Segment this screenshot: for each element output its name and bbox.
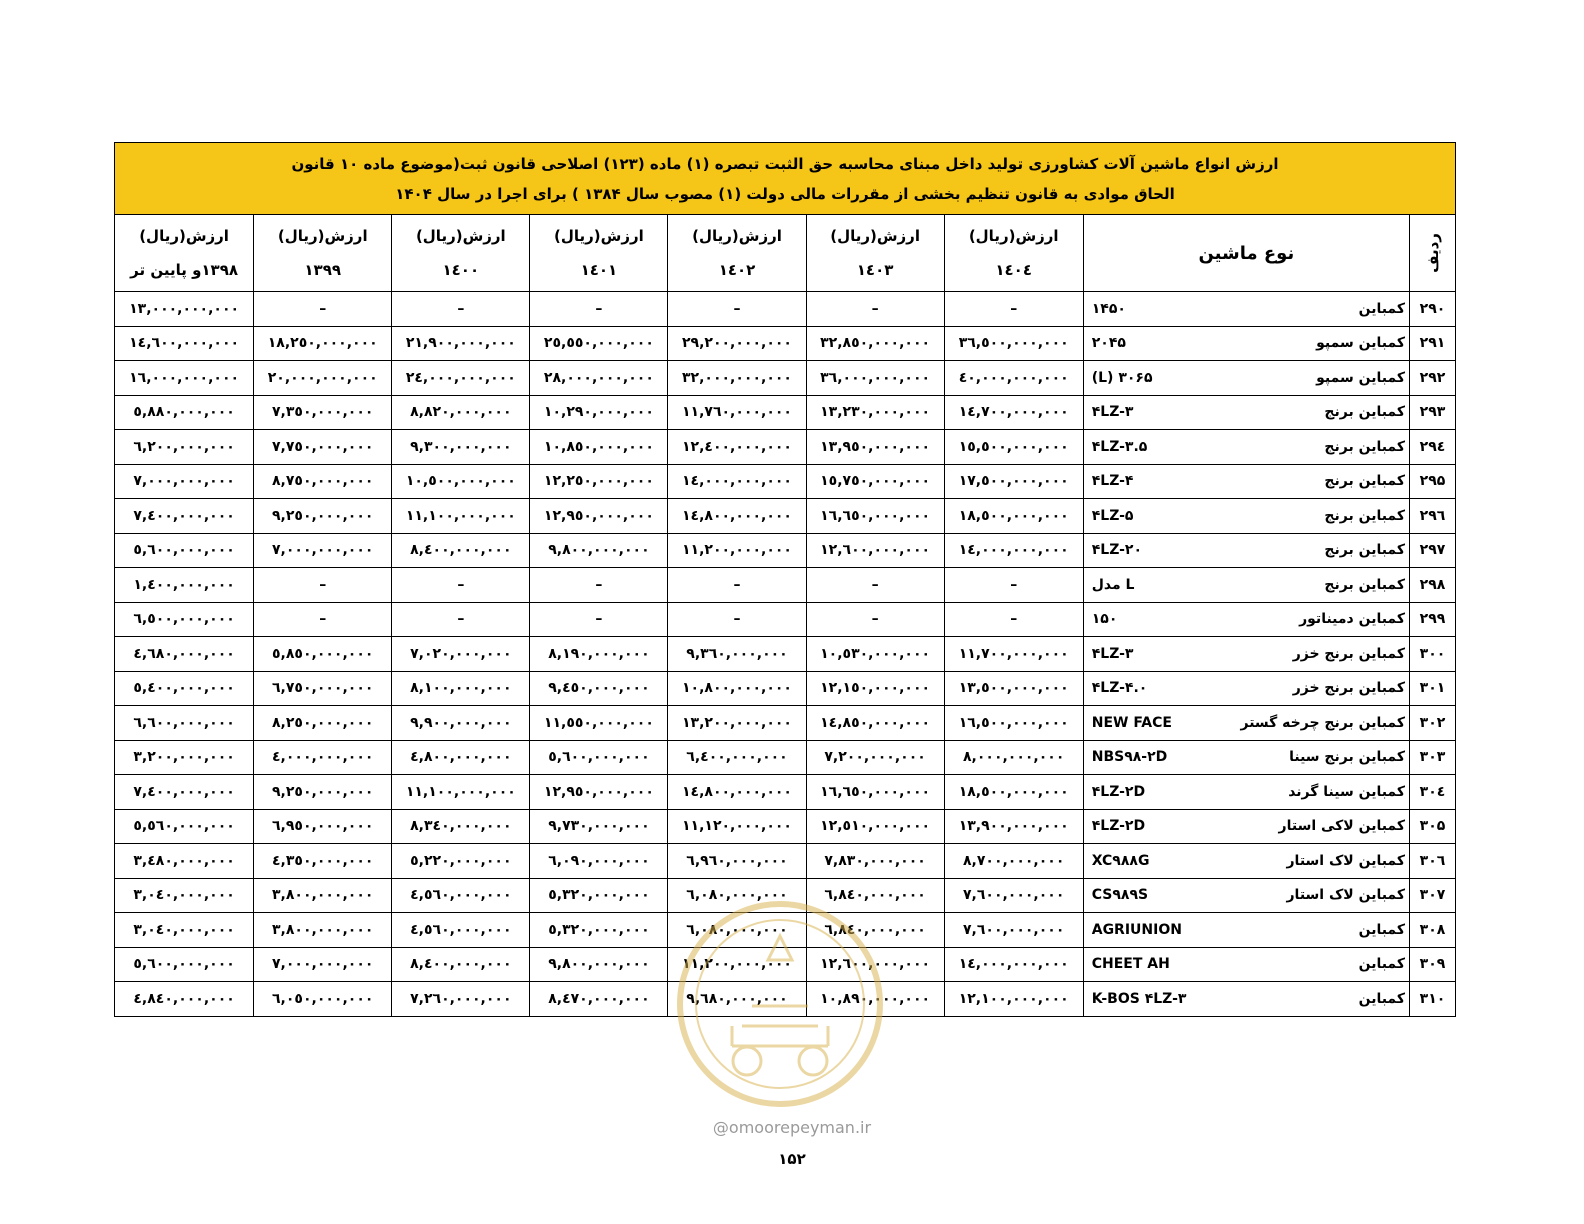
value-cell: ٤,٣٥٠,٠٠٠,٠٠٠ xyxy=(254,844,392,879)
machine-cell xyxy=(1083,775,1409,810)
value-cell: ٢١,٩٠٠,٠٠٠,٠٠٠ xyxy=(392,326,530,361)
value-cell: ١٠,٢٩٠,٠٠٠,٠٠٠ xyxy=(530,395,668,430)
row-index: ۲۹۳ xyxy=(1409,395,1455,430)
table-row xyxy=(115,361,1456,396)
value-cell: ٢٥,٥٥٠,٠٠٠,٠٠٠ xyxy=(530,326,668,361)
table-row xyxy=(115,844,1456,879)
value-cell: ١٢,١٥٠,٠٠٠,٠٠٠ xyxy=(806,671,944,706)
value-cell: ١٠,٥٣٠,٠٠٠,٠٠٠ xyxy=(806,637,944,672)
machine-name: کمباین xyxy=(1358,956,1405,973)
row-index: ۳۰۳ xyxy=(1409,740,1455,775)
value-cell: ٤,٠٠٠,٠٠٠,٠٠٠ xyxy=(254,740,392,775)
row-index: ۳۰۸ xyxy=(1409,913,1455,948)
value-cell: ١٤,٠٠٠,٠٠٠,٠٠٠ xyxy=(944,947,1083,982)
header-name: نوع ماشین xyxy=(1083,215,1409,292)
value-cell: ١١,١٠٠,٠٠٠,٠٠٠ xyxy=(392,499,530,534)
value-cell: ١٦,٠٠٠,٠٠٠,٠٠٠ xyxy=(115,361,254,396)
value-cell: ٧,٢٠٠,٠٠٠,٠٠٠ xyxy=(806,740,944,775)
value-cell: – xyxy=(392,568,530,603)
machine-cell xyxy=(1083,671,1409,706)
value-cell: ١٤,٦٠٠,٠٠٠,٠٠٠ xyxy=(115,326,254,361)
value-cell: ١٦,٥٠٠,٠٠٠,٠٠٠ xyxy=(944,706,1083,741)
value-cell: – xyxy=(806,292,944,327)
value-cell: ٩,٢٥٠,٠٠٠,٠٠٠ xyxy=(254,499,392,534)
row-index: ۳۰٦ xyxy=(1409,844,1455,879)
value-cell: ٨,٤٠٠,٠٠٠,٠٠٠ xyxy=(392,533,530,568)
value-cell: ١٠,٨٠٠,٠٠٠,٠٠٠ xyxy=(668,671,806,706)
machine-cell xyxy=(1083,913,1409,948)
machine-model: ۴LZ-۴ xyxy=(1091,473,1134,490)
value-cell: ١٢,٩٥٠,٠٠٠,٠٠٠ xyxy=(530,775,668,810)
table-title xyxy=(114,142,1456,214)
value-cell: ٥,٤٠٠,٠٠٠,٠٠٠ xyxy=(115,671,254,706)
value-cell: ١٧,٥٠٠,٠٠٠,٠٠٠ xyxy=(944,464,1083,499)
value-cell: ١٤,٧٠٠,٠٠٠,٠٠٠ xyxy=(944,395,1083,430)
value-cell: – xyxy=(668,568,806,603)
table-row xyxy=(115,740,1456,775)
machine-model: ۱۵۰ xyxy=(1091,611,1118,628)
table-row xyxy=(115,533,1456,568)
table-row xyxy=(115,982,1456,1017)
value-cell: ٣,٨٠٠,٠٠٠,٠٠٠ xyxy=(254,878,392,913)
value-cell: ١٣,٢٣٠,٠٠٠,٠٠٠ xyxy=(806,395,944,430)
value-cell: ٨,٠٠٠,٠٠٠,٠٠٠ xyxy=(944,740,1083,775)
machine-model: مدل L xyxy=(1091,576,1135,593)
machine-name: کمباین لاک استار xyxy=(1286,852,1405,869)
value-cell: ٧,٧٥٠,٠٠٠,٠٠٠ xyxy=(254,430,392,465)
value-cell: ٣,٠٤٠,٠٠٠,٠٠٠ xyxy=(115,913,254,948)
value-cell: ١١,٧٦٠,٠٠٠,٠٠٠ xyxy=(668,395,806,430)
value-cell: ٦,٠٨٠,٠٠٠,٠٠٠ xyxy=(668,878,806,913)
value-cell: ٣٢,٨٥٠,٠٠٠,٠٠٠ xyxy=(806,326,944,361)
value-cell: ١٥,٥٠٠,٠٠٠,٠٠٠ xyxy=(944,430,1083,465)
value-cell: ٦,٤٠٠,٠٠٠,٠٠٠ xyxy=(668,740,806,775)
table-row xyxy=(115,706,1456,741)
machine-name: کمباین برنج xyxy=(1324,576,1405,593)
machine-name: کمباین لاکی استار xyxy=(1278,818,1405,835)
machine-name: کمباین سینا گرند xyxy=(1288,783,1405,800)
row-index: ۳۰۹ xyxy=(1409,947,1455,982)
table-row xyxy=(115,809,1456,844)
header-year-col: ارزش(ریال) ۱۳۹۸و پایین تر xyxy=(115,215,254,292)
value-cell: ١١,١٠٠,٠٠٠,٠٠٠ xyxy=(392,775,530,810)
value-cell: ٦,٧٥٠,٠٠٠,٠٠٠ xyxy=(254,671,392,706)
header-row xyxy=(115,215,1456,292)
table-row xyxy=(115,602,1456,637)
value-cell: ٧,٤٠٠,٠٠٠,٠٠٠ xyxy=(115,775,254,810)
value-cell: – xyxy=(668,602,806,637)
value-cell: ٣,٤٨٠,٠٠٠,٠٠٠ xyxy=(115,844,254,879)
value-cell: ١,٤٠٠,٠٠٠,٠٠٠ xyxy=(115,568,254,603)
machine-name: کمباین برنج خزر xyxy=(1292,680,1405,697)
value-cell: ٧,٠٠٠,٠٠٠,٠٠٠ xyxy=(254,533,392,568)
row-index: ۲۹٦ xyxy=(1409,499,1455,534)
machine-cell xyxy=(1083,568,1409,603)
machine-cell xyxy=(1083,499,1409,534)
value-cell: ٨,٤٠٠,٠٠٠,٠٠٠ xyxy=(392,947,530,982)
value-cell: – xyxy=(806,602,944,637)
machine-model: ۴LZ-۲D xyxy=(1091,783,1146,800)
value-cell: ٧,٤٠٠,٠٠٠,٠٠٠ xyxy=(115,499,254,534)
row-index: ۳۰٤ xyxy=(1409,775,1455,810)
value-cell: ٥,٥٦٠,٠٠٠,٠٠٠ xyxy=(115,809,254,844)
machine-cell xyxy=(1083,292,1409,327)
value-cell: ٦,٠٩٠,٠٠٠,٠٠٠ xyxy=(530,844,668,879)
value-cell: ١٢,٦٠٠,٠٠٠,٠٠٠ xyxy=(806,947,944,982)
value-cell: ٨,١٠٠,٠٠٠,٠٠٠ xyxy=(392,671,530,706)
value-cell: ٨,٢٥٠,٠٠٠,٠٠٠ xyxy=(254,706,392,741)
value-cell: ١٥,٧٥٠,٠٠٠,٠٠٠ xyxy=(806,464,944,499)
header-year-col: ارزش(ریال) ١٤٠١ xyxy=(530,215,668,292)
value-cell: ٧,٨٣٠,٠٠٠,٠٠٠ xyxy=(806,844,944,879)
value-cell: ٩,٧٣٠,٠٠٠,٠٠٠ xyxy=(530,809,668,844)
value-cell: ١٠,٨٥٠,٠٠٠,٠٠٠ xyxy=(530,430,668,465)
value-cell: ٥,٦٠٠,٠٠٠,٠٠٠ xyxy=(115,533,254,568)
row-index: ۲۹۲ xyxy=(1409,361,1455,396)
value-cell: ٦,٦٠٠,٠٠٠,٠٠٠ xyxy=(115,706,254,741)
row-index: ۳۰۲ xyxy=(1409,706,1455,741)
machine-model: ۴LZ-۵ xyxy=(1091,507,1134,524)
machine-cell xyxy=(1083,844,1409,879)
row-index: ۲۹۷ xyxy=(1409,533,1455,568)
value-cell: ٩,٢٥٠,٠٠٠,٠٠٠ xyxy=(254,775,392,810)
value-cell: ٨,١٩٠,٠٠٠,٠٠٠ xyxy=(530,637,668,672)
value-cell: ٤,٥٦٠,٠٠٠,٠٠٠ xyxy=(392,878,530,913)
table-row xyxy=(115,568,1456,603)
value-cell: ١٢,١٠٠,٠٠٠,٠٠٠ xyxy=(944,982,1083,1017)
machine-model: XC۹۸۸G xyxy=(1091,852,1150,869)
value-cell: ٩,٤٥٠,٠٠٠,٠٠٠ xyxy=(530,671,668,706)
value-cell: ١٣,٩٥٠,٠٠٠,٠٠٠ xyxy=(806,430,944,465)
value-cell: – xyxy=(392,602,530,637)
machine-cell xyxy=(1083,740,1409,775)
row-index: ۳۰۵ xyxy=(1409,809,1455,844)
value-cell: – xyxy=(944,292,1083,327)
value-cell: ٣٦,٠٠٠,٠٠٠,٠٠٠ xyxy=(806,361,944,396)
machine-cell xyxy=(1083,878,1409,913)
machine-cell xyxy=(1083,361,1409,396)
machine-name: کمباین xyxy=(1358,921,1405,938)
machine-name: کمباین لاک استار xyxy=(1286,887,1405,904)
value-cell: ١٢,٩٥٠,٠٠٠,٠٠٠ xyxy=(530,499,668,534)
value-cell: ٨,٣٤٠,٠٠٠,٠٠٠ xyxy=(392,809,530,844)
row-index: ۳۰۰ xyxy=(1409,637,1455,672)
row-index: ۲۹۹ xyxy=(1409,602,1455,637)
value-cell: ١١,٢٠٠,٠٠٠,٠٠٠ xyxy=(668,947,806,982)
value-cell: ٦,٨٤٠,٠٠٠,٠٠٠ xyxy=(806,878,944,913)
machine-name: کمباین xyxy=(1358,300,1405,317)
page-number: ۱۵۲ xyxy=(778,1150,806,1168)
machine-cell xyxy=(1083,982,1409,1017)
machine-cell xyxy=(1083,533,1409,568)
value-cell: ٥,٨٨٠,٠٠٠,٠٠٠ xyxy=(115,395,254,430)
machine-model: AGRIUNION xyxy=(1091,921,1182,938)
machine-name: کمباین دمیناتور xyxy=(1299,611,1405,628)
machine-model: (L) ۳۰۶۵ xyxy=(1091,369,1153,386)
value-cell: ٢٨,٠٠٠,٠٠٠,٠٠٠ xyxy=(530,361,668,396)
value-cell: ٦,٩٦٠,٠٠٠,٠٠٠ xyxy=(668,844,806,879)
header-year-col: ارزش(ریال) ١٤٠٢ xyxy=(668,215,806,292)
value-cell: ٥,٣٢٠,٠٠٠,٠٠٠ xyxy=(530,878,668,913)
machine-name: کمباین سمپو xyxy=(1316,369,1405,386)
machine-name: کمباین برنج چرخه گستر xyxy=(1240,714,1405,731)
value-cell: ١٢,٦٠٠,٠٠٠,٠٠٠ xyxy=(806,533,944,568)
value-cell: ٢٩,٢٠٠,٠٠٠,٠٠٠ xyxy=(668,326,806,361)
value-cell: ٤,٥٦٠,٠٠٠,٠٠٠ xyxy=(392,913,530,948)
value-cell: ٦,٨٤٠,٠٠٠,٠٠٠ xyxy=(806,913,944,948)
header-year-col: ارزش(ریال) ١٤٠٣ xyxy=(806,215,944,292)
value-cell: ٥,٦٠٠,٠٠٠,٠٠٠ xyxy=(115,947,254,982)
table-row xyxy=(115,395,1456,430)
value-cell: ٩,٦٨٠,٠٠٠,٠٠٠ xyxy=(668,982,806,1017)
machine-cell xyxy=(1083,706,1409,741)
machine-model: CS۹۸۹S xyxy=(1091,887,1149,904)
value-cell: ١٣,٥٠٠,٠٠٠,٠٠٠ xyxy=(944,671,1083,706)
machine-model: ۴LZ-۴.۰ xyxy=(1091,680,1148,697)
value-cell: ٩,٨٠٠,٠٠٠,٠٠٠ xyxy=(530,533,668,568)
value-cell: ١٤,٨٠٠,٠٠٠,٠٠٠ xyxy=(668,499,806,534)
machine-model: CHEET AH xyxy=(1091,956,1170,973)
row-index: ۲۹۱ xyxy=(1409,326,1455,361)
header-index: ردیف xyxy=(1409,215,1455,292)
value-cell: – xyxy=(530,568,668,603)
table-row xyxy=(115,430,1456,465)
value-cell: ١١,٥٥٠,٠٠٠,٠٠٠ xyxy=(530,706,668,741)
machine-cell xyxy=(1083,395,1409,430)
value-cell: ٣,٨٠٠,٠٠٠,٠٠٠ xyxy=(254,913,392,948)
row-index: ۲۹۸ xyxy=(1409,568,1455,603)
value-cell: – xyxy=(530,602,668,637)
header-year-col: ارزش(ریال) ١٤٠٤ xyxy=(944,215,1083,292)
machine-name: کمباین برنج xyxy=(1324,438,1405,455)
value-cell: ١٤,٠٠٠,٠٠٠,٠٠٠ xyxy=(668,464,806,499)
value-cell: ١٨,٥٠٠,٠٠٠,٠٠٠ xyxy=(944,499,1083,534)
value-cell: ١٤,٨٥٠,٠٠٠,٠٠٠ xyxy=(806,706,944,741)
machine-model: ۴LZ-۲۰ xyxy=(1091,542,1143,559)
row-index: ۲۹۵ xyxy=(1409,464,1455,499)
machine-name: کمباین برنج xyxy=(1324,473,1405,490)
machine-name: کمباین سمپو xyxy=(1316,335,1405,352)
value-cell: ١١,٢٠٠,٠٠٠,٠٠٠ xyxy=(668,533,806,568)
machine-name: کمباین برنج خزر xyxy=(1292,645,1405,662)
value-cell: ٧,٦٠٠,٠٠٠,٠٠٠ xyxy=(944,878,1083,913)
value-cell: ٥,٨٥٠,٠٠٠,٠٠٠ xyxy=(254,637,392,672)
value-cell: ٨,٤٧٠,٠٠٠,٠٠٠ xyxy=(530,982,668,1017)
header-year-col: ارزش(ریال) ١٤٠٠ xyxy=(392,215,530,292)
value-cell: ١٣,٠٠٠,٠٠٠,٠٠٠ xyxy=(115,292,254,327)
header-year-col: ارزش(ریال) ١٣٩٩ xyxy=(254,215,392,292)
value-cell: ١٢,٤٠٠,٠٠٠,٠٠٠ xyxy=(668,430,806,465)
machine-cell xyxy=(1083,430,1409,465)
value-cell: ١٢,٢٥٠,٠٠٠,٠٠٠ xyxy=(530,464,668,499)
value-cell: – xyxy=(254,568,392,603)
value-cell: ٤٠,٠٠٠,٠٠٠,٠٠٠ xyxy=(944,361,1083,396)
document xyxy=(114,142,1456,1017)
row-index: ۲۹٤ xyxy=(1409,430,1455,465)
machine-cell xyxy=(1083,947,1409,982)
value-cell: ٥,٣٢٠,٠٠٠,٠٠٠ xyxy=(530,913,668,948)
value-cell: ٦,٥٠٠,٠٠٠,٠٠٠ xyxy=(115,602,254,637)
value-cell: ٩,٣٦٠,٠٠٠,٠٠٠ xyxy=(668,637,806,672)
table-row xyxy=(115,499,1456,534)
table-row xyxy=(115,947,1456,982)
machine-name: کمباین برنج xyxy=(1324,404,1405,421)
value-cell: ١١,١٢٠,٠٠٠,٠٠٠ xyxy=(668,809,806,844)
value-cell: ١٤,٠٠٠,٠٠٠,٠٠٠ xyxy=(944,533,1083,568)
machine-cell xyxy=(1083,637,1409,672)
value-cell: ١٦,٦٥٠,٠٠٠,٠٠٠ xyxy=(806,775,944,810)
value-cell: ٩,٨٠٠,٠٠٠,٠٠٠ xyxy=(530,947,668,982)
value-cell: ١٢,٥١٠,٠٠٠,٠٠٠ xyxy=(806,809,944,844)
footer-site: @omoorepeyman.ir xyxy=(712,1118,872,1137)
value-cell: ١١,٧٠٠,٠٠٠,٠٠٠ xyxy=(944,637,1083,672)
value-cell: ٧,٠٢٠,٠٠٠,٠٠٠ xyxy=(392,637,530,672)
machine-cell xyxy=(1083,809,1409,844)
value-cell: ١٣,٢٠٠,٠٠٠,٠٠٠ xyxy=(668,706,806,741)
value-cell: ٧,٠٠٠,٠٠٠,٠٠٠ xyxy=(254,947,392,982)
machine-model: ۴LZ-۳.۵ xyxy=(1091,438,1148,455)
value-cell: ٥,٦٠٠,٠٠٠,٠٠٠ xyxy=(530,740,668,775)
machine-cell xyxy=(1083,464,1409,499)
table-row xyxy=(115,326,1456,361)
machine-model: ۴LZ-۳ xyxy=(1091,404,1134,421)
value-cell: ٧,٠٠٠,٠٠٠,٠٠٠ xyxy=(115,464,254,499)
machine-name: کمباین برنج xyxy=(1324,507,1405,524)
value-cell: ٦,٠٥٠,٠٠٠,٠٠٠ xyxy=(254,982,392,1017)
value-cell: ٦,٩٥٠,٠٠٠,٠٠٠ xyxy=(254,809,392,844)
value-cell: ٣٢,٠٠٠,٠٠٠,٠٠٠ xyxy=(668,361,806,396)
value-cell: – xyxy=(254,602,392,637)
value-cell: ١٣,٩٠٠,٠٠٠,٠٠٠ xyxy=(944,809,1083,844)
value-cell: ٨,٨٢٠,٠٠٠,٠٠٠ xyxy=(392,395,530,430)
title-line-2: الحاق موادی به قانون تنظیم بخشی از مقررات مالی دولت (۱) مصوب سال ۱۳۸۴ ) برای اجرا در سال ۱۴۰۴ xyxy=(395,185,1175,203)
value-cell: ١٨,٢٥٠,٠٠٠,٠٠٠ xyxy=(254,326,392,361)
value-cell: – xyxy=(944,602,1083,637)
machine-model: ۴LZ-۳ xyxy=(1091,645,1134,662)
value-cell: – xyxy=(254,292,392,327)
value-cell: ٧,٢٦٠,٠٠٠,٠٠٠ xyxy=(392,982,530,1017)
machine-model: K-BOS ۴LZ-۳ xyxy=(1091,990,1187,1007)
machine-model: ۲۰۴۵ xyxy=(1091,335,1126,352)
machine-model: NEW FACE xyxy=(1091,714,1172,731)
value-cell: ٧,٦٠٠,٠٠٠,٠٠٠ xyxy=(944,913,1083,948)
value-cell: ٣,٢٠٠,٠٠٠,٠٠٠ xyxy=(115,740,254,775)
machine-name: کمباین برنج xyxy=(1324,542,1405,559)
value-cell: ١٠,٥٠٠,٠٠٠,٠٠٠ xyxy=(392,464,530,499)
value-cell: ٧,٣٥٠,٠٠٠,٠٠٠ xyxy=(254,395,392,430)
title-line-1: ارزش انواع ماشین آلات کشاورزی تولید داخل مبنای محاسبه حق الثبت تبصره (۱) ماده (۱۲۳) اصلاحی قانون ثبت(موضوع ماده ۱۰ قانون xyxy=(291,155,1279,173)
machine-cell xyxy=(1083,602,1409,637)
row-index: ۲۹۰ xyxy=(1409,292,1455,327)
table-row xyxy=(115,671,1456,706)
value-cell: – xyxy=(806,568,944,603)
machine-model: ۱۴۵۰ xyxy=(1091,300,1126,317)
table-row xyxy=(115,878,1456,913)
row-index: ۳۱۰ xyxy=(1409,982,1455,1017)
value-cell: ١٠,٨٩٠,٠٠٠,٠٠٠ xyxy=(806,982,944,1017)
table-row xyxy=(115,292,1456,327)
machine-name: کمباین برنج سینا xyxy=(1289,749,1405,766)
valuation-table xyxy=(114,214,1456,1017)
value-cell: ٩,٣٠٠,٠٠٠,٠٠٠ xyxy=(392,430,530,465)
value-cell: ٦,٠٨٠,٠٠٠,٠٠٠ xyxy=(668,913,806,948)
value-cell: ٨,٧٥٠,٠٠٠,٠٠٠ xyxy=(254,464,392,499)
table-body xyxy=(115,292,1456,1017)
value-cell: – xyxy=(944,568,1083,603)
value-cell: ٦,٢٠٠,٠٠٠,٠٠٠ xyxy=(115,430,254,465)
value-cell: – xyxy=(668,292,806,327)
value-cell: ١٤,٨٠٠,٠٠٠,٠٠٠ xyxy=(668,775,806,810)
table-row xyxy=(115,775,1456,810)
value-cell: ٨,٧٠٠,٠٠٠,٠٠٠ xyxy=(944,844,1083,879)
row-index: ۳۰۷ xyxy=(1409,878,1455,913)
machine-cell xyxy=(1083,326,1409,361)
value-cell: ٢٤,٠٠٠,٠٠٠,٠٠٠ xyxy=(392,361,530,396)
row-index: ۳۰۱ xyxy=(1409,671,1455,706)
table-row xyxy=(115,637,1456,672)
value-cell: ٢٠,٠٠٠,٠٠٠,٠٠٠ xyxy=(254,361,392,396)
machine-model: ۴LZ-۲D xyxy=(1091,818,1146,835)
value-cell: ٤,٦٨٠,٠٠٠,٠٠٠ xyxy=(115,637,254,672)
table-row xyxy=(115,464,1456,499)
value-cell: ٤,٨٠٠,٠٠٠,٠٠٠ xyxy=(392,740,530,775)
value-cell: – xyxy=(392,292,530,327)
value-cell: ٤,٨٤٠,٠٠٠,٠٠٠ xyxy=(115,982,254,1017)
value-cell: ٣٦,٥٠٠,٠٠٠,٠٠٠ xyxy=(944,326,1083,361)
value-cell: ١٦,٦٥٠,٠٠٠,٠٠٠ xyxy=(806,499,944,534)
table-row xyxy=(115,913,1456,948)
machine-model: NBS۹۸-۲D xyxy=(1091,749,1168,766)
value-cell: ٥,٢٢٠,٠٠٠,٠٠٠ xyxy=(392,844,530,879)
value-cell: – xyxy=(530,292,668,327)
machine-name: کمباین xyxy=(1358,990,1405,1007)
value-cell: ٣,٠٤٠,٠٠٠,٠٠٠ xyxy=(115,878,254,913)
value-cell: ١٨,٥٠٠,٠٠٠,٠٠٠ xyxy=(944,775,1083,810)
value-cell: ٩,٩٠٠,٠٠٠,٠٠٠ xyxy=(392,706,530,741)
